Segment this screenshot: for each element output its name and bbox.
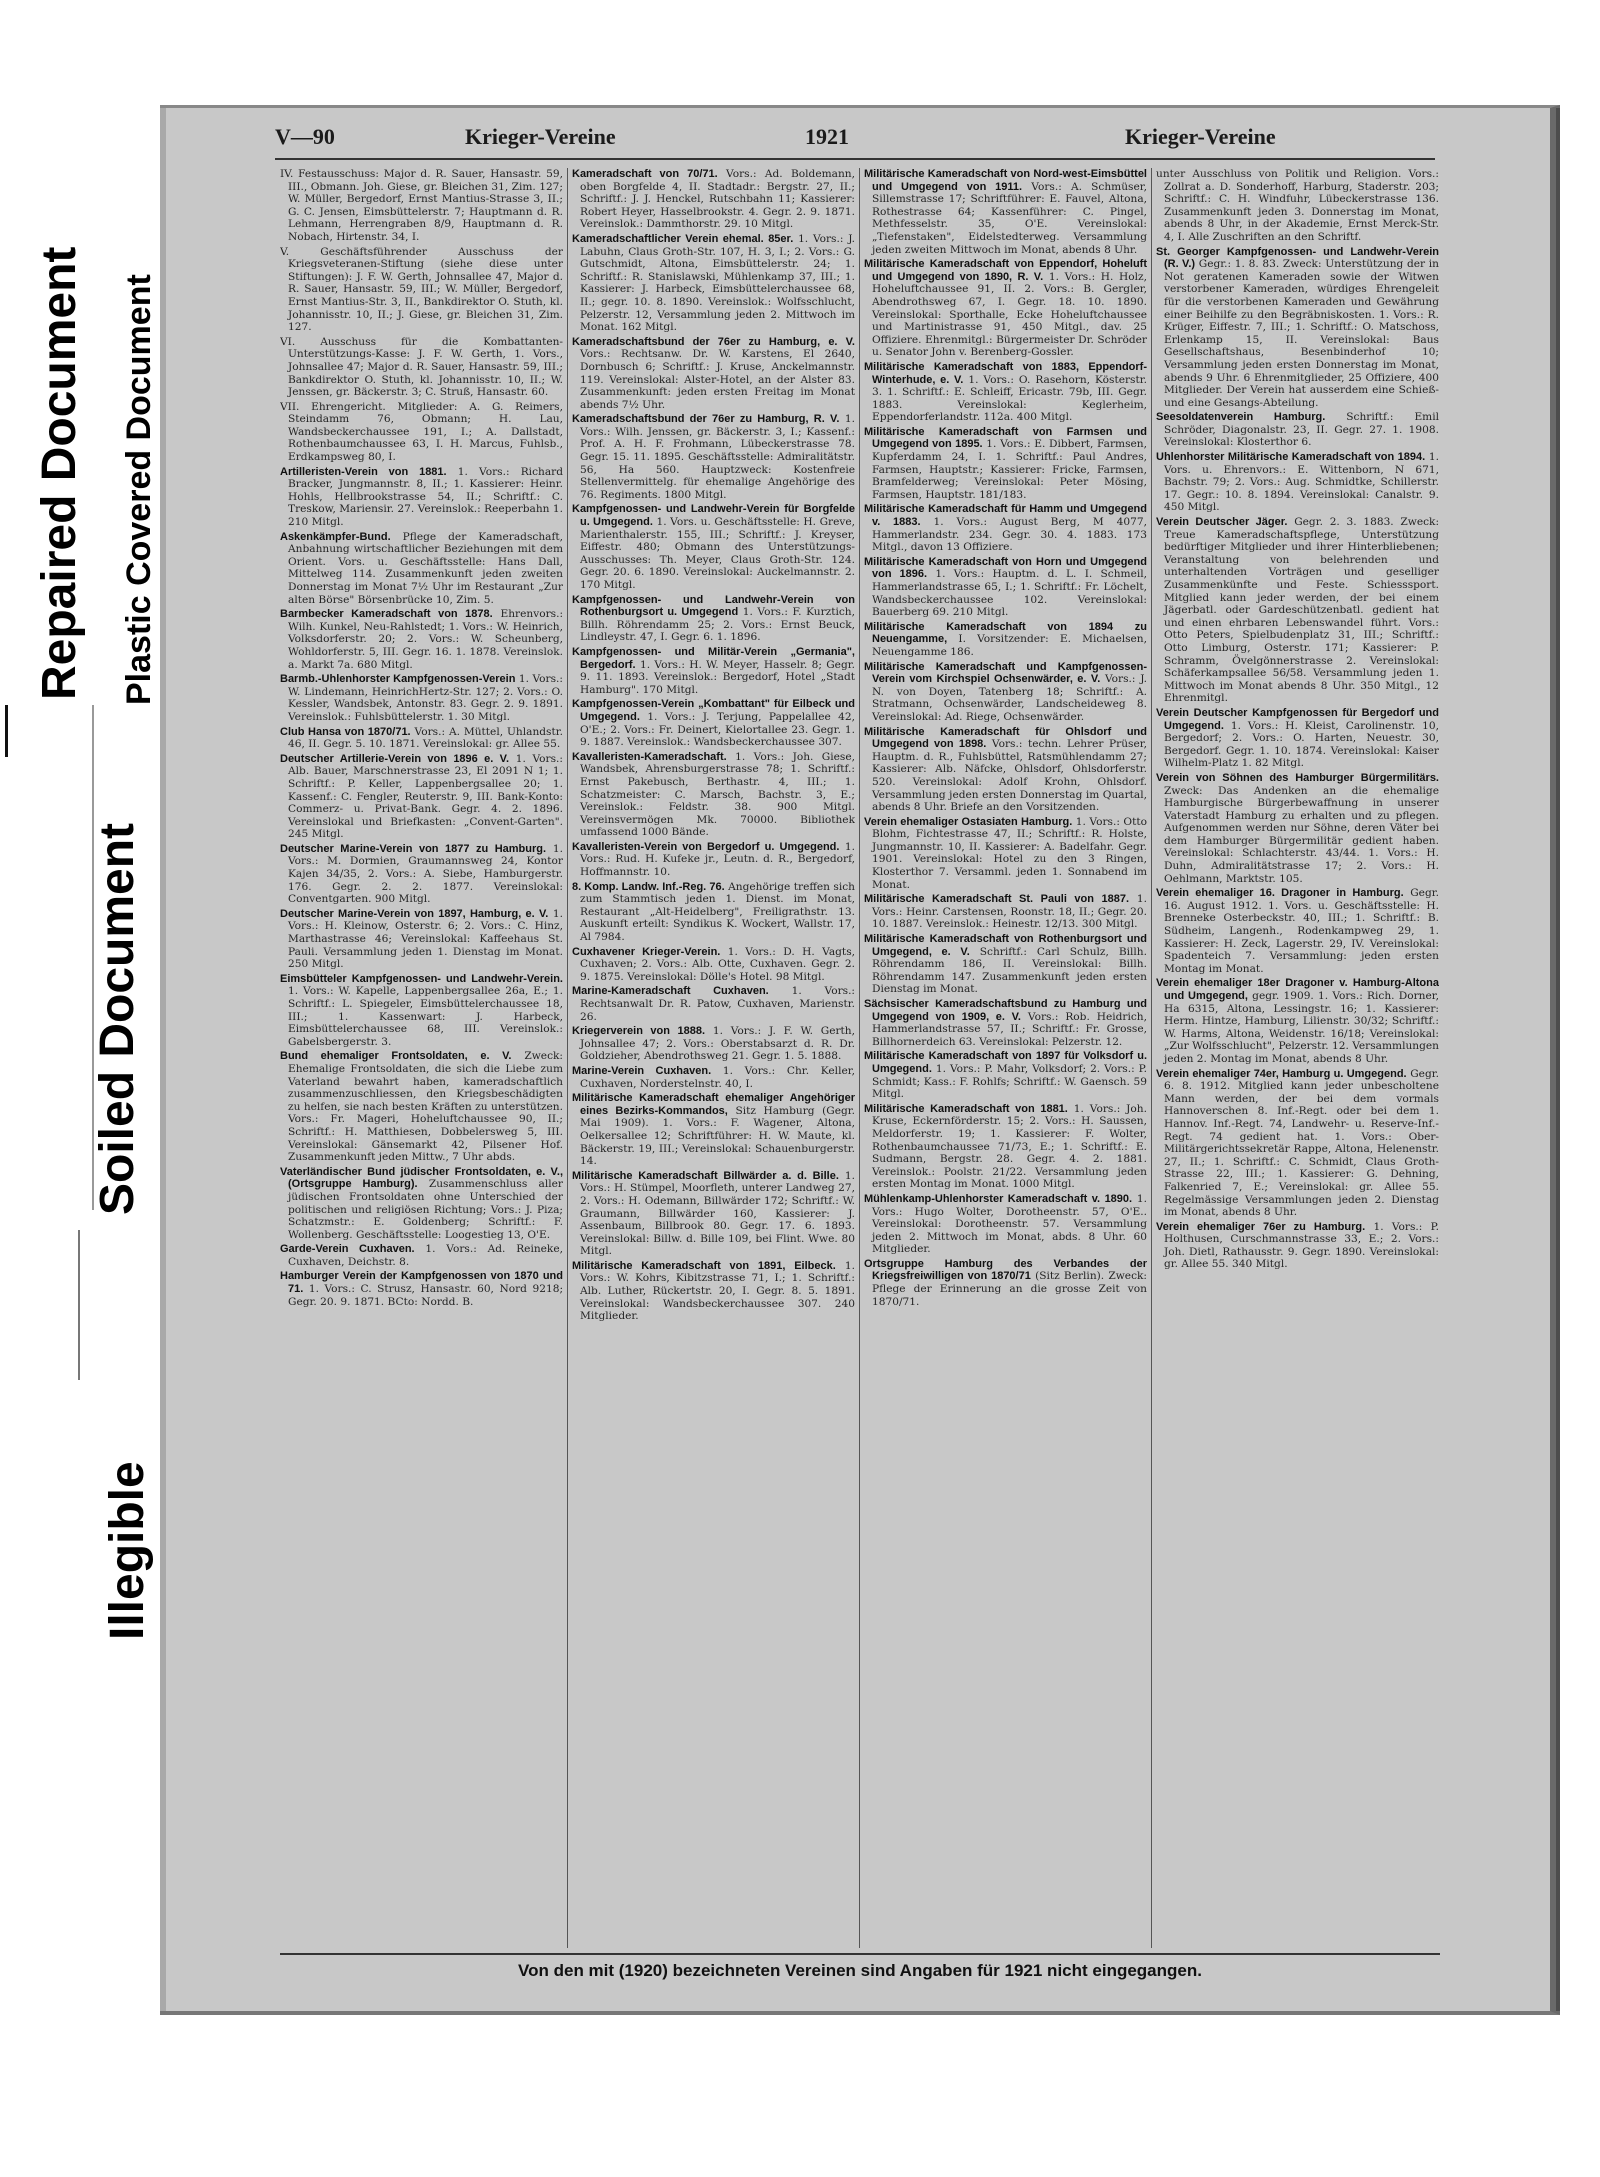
repaired-document-label: Repaired Document (33, 246, 86, 700)
entry-heading: Verein von Söhnen des Hamburger Bürgermilitärs. (1156, 771, 1439, 784)
entry-heading: Kavalleristen-Verein von Bergedorf u. Umgegend. (572, 840, 840, 853)
entry-heading: Militärische Kameradschaft von Eppendorf, Hoheluft und Umgegend von 1890, R. V. (864, 258, 1147, 283)
directory-entry (864, 933, 1147, 996)
entry-text: VI. Ausschuss für die Kombattanten-Unterstützungs-Kasse: J. F. W. Gerth, 1. Vors., Johnsallee 47; Major d. R. Sauer, Hansastr. 59, III.; Bankdirektor O. Stuth, kl. Johannisstr. 10, II.; W. Jenssen, gr. Bäckerstr. 3; C. Struß, Hansastr. 60. (280, 335, 563, 399)
entry-text: 1. Vors.: Joh. Kruse, Eckernförderstr. 15; 2. Vors.: H. Saussen, Meldorferstr. 19; 1. Kassierer: F. Wolter, Rothenbaumchaussee 71/73, E.; 1. Schriftf.: E. Sudmann, Bergstr. 28. Gegr. 4. 2. 1881. Vereinslok.: Poolstr. 21/22. Versammlung jeden ersten Montag im Monat. 1000 Mitgl. (872, 1102, 1147, 1191)
entry-heading: Militärische Kameradschaft von 1891, Eilbeck. (572, 1259, 836, 1272)
entry-text: Gegr. 2. 3. 1883. Zweck: Treue Kameradschaftspflege, Unterstützung bedürftiger Mitglieder und ihrer Hinterbliebenen; Veranstaltung von belehrenden und unterhaltenden Vorträgen und geselliger Zusammenkünfte und Feste. Schiesssport. Mitglied kann jeder werden, der bei einem Jägerbatl. oder Gardeschützenbatl. gedient hat und einen ehrbaren Lebenswandel führt. Vors.: Otto Peters, Spielbudenplatz 31, III.; Schriftf.: Otto Limburg, Osterstr. 171; Kassierer: P. Schramm, Övelgönnerstrasse 2. Vereinslokal: Schäferkampsallee 56/58. Versammlung jeden 1. Mittwoch im Monat abends 8 Uhr. 350 Mitgl., 12 Ehrenmitgl. (1164, 516, 1439, 705)
page-header (275, 118, 1435, 160)
illegible-label: Illegible (101, 1461, 154, 1640)
directory-entry (1156, 977, 1439, 1065)
directory-entry (864, 361, 1147, 424)
entry-heading: Hamburger Verein der Kampfgenossen von 1870 und 71. (280, 1270, 563, 1296)
entry-heading: Mühlenkamp-Uhlenhorster Kameradschaft v. 1890. (864, 1192, 1133, 1205)
entry-heading: Verein ehemaliger Ostasiaten Hamburg. (864, 815, 1073, 828)
entry-heading: Kampfgenossen- und Landwehr-Verein von Rothenburgsort u. Umgegend (572, 593, 855, 619)
entry-heading: Deutscher Artillerie-Verein von 1896 e. V. (280, 752, 510, 765)
entry-text: 1. Vors. u. Geschäftsstelle: H. Greve, Marienthalerstr. 155, III.; Schriftf.: J. Kreyser, Eiffestr. 480; Obmann des Unterstützungs-Ausschusses: Th. Meyer, Claus Groth-Str. 124. Gegr. 20. 6. 1890. Vereinslokal: Auckelmannstr. 2. 170 Mitgl. (580, 516, 855, 591)
directory-entry (280, 401, 563, 464)
entry-heading: Ortsgruppe Hamburg des Verbandes der Kriegsfreiwilligen von 1870/71 (864, 1257, 1147, 1283)
entry-text: Vors.: Ad. Boldemann, oben Borgfelde 4, II. Stadtadr.: Bergstr. 27, II.; Schriftf.: J. J. Henckel, Rutschbahn 11; Kassierer: Robert Heyer, Hasselbrookstr. 4. Gegr. 2. 9. 1871. Vereinslok.: Dammthorstr. 29. 10 Mitgl. (580, 168, 855, 231)
entry-text: 1. Vors.: Joh. Giese, Wandsbek, Ahrensburgerstrasse 78; 1. Schriftf.: Ernst Pakebusch, Berthastr. 4, III.; 1. Schatzmeister: C. Marsch, Bachstr. 3, E.; Vereinslok.: Feldstr. 38. 900 Mitgl. Vereinsvermögen Mk. 70000. Bibliothek umfassend 1000 Bände. (580, 750, 855, 839)
entry-text: Vors.: Rechtsanw. Dr. W. Karstens, El 2640, Dornbusch 6; Schriftf.: J. Kruse, Anckelmannstr. 119. Vereinslokal: Alster-Hotel, an der Alster 83. Zusammenkunft: jeden ersten Freitag im Monat abends 7½ Uhr. (580, 348, 855, 411)
directory-entry (864, 1193, 1147, 1256)
footer-note: Von den mit (1920) bezeichneten Vereinen sind Angaben für 1921 nicht eingegangen. (280, 1953, 1440, 1981)
entry-heading: Militärische Kameradschaft von Rothenburgsort und Umgegend, e. V. (864, 933, 1147, 958)
directory-entry (572, 1065, 855, 1090)
entry-heading: Artilleristen-Verein von 1881. (280, 465, 447, 478)
entry-heading: Eimsbütteler Kampfgenossen- und Landwehr-Verein. (280, 972, 563, 985)
entry-text: 1. Vors.: Hauptm. d. L. I. Schmeil, Hammerlandstrasse 65, I.; 1. Schriftf.: Fr. Löchelt, Wandsbeckerchaussee 102. Vereinslokal: Bauerberg 69. 210 Mitgl. (872, 568, 1147, 619)
directory-entry (572, 1092, 855, 1168)
directory-entry (864, 503, 1147, 553)
entry-text: 1. Vors. u. Ehrenvors.: E. Wittenborn, N 671, Bachstr. 79; 2. Vors.: Aug. Schmidtke, Schillerstr. 17. Gegr.: 10. 8. 1894. Vereinslokal: Canalstr. 9. 450 Mitgl. (1164, 451, 1439, 514)
directory-entry (864, 998, 1147, 1048)
entry-text: V. Geschäftsführender Ausschuss der Kriegsveteranen-Stiftung (siehe diese unter Stiftungen): J. F. W. Gerth, Johnsallee 47, Major d. R. Sauer, Hansastr. 59, III.; W. Müller, Bergedorf, Ernst Mantius-Str. 3, II., Bankdirektor O. Stuth, kl. Johannisstr. 10, II.; J. Giese, gr. Bleichen 31, Zim. 127. (280, 245, 563, 334)
column-rule (859, 168, 860, 1948)
entry-text: 1. Vors.: O. Rasehorn, Kösterstr. 3. 1. Schriftf.: E. Schleiff, Ericastr. 79b, III. Gegr. 1883. Vereinslokal: Keglerheim, Eppendorferlandstr. 112a. 400 Mitgl. (872, 373, 1147, 424)
entry-heading: Vaterländischer Bund jüdischer Frontsoldaten, e. V., (Ortsgruppe Hamburg). (280, 1165, 563, 1191)
entry-heading: Kriegerverein von 1888. (572, 1025, 706, 1038)
directory-entry (1156, 1068, 1439, 1219)
directory-entry (864, 621, 1147, 659)
entry-heading: Uhlenhorster Militärische Kameradschaft von 1894. (1156, 451, 1426, 464)
side-labels (0, 0, 165, 2177)
entry-heading: 8. Komp. Landw. Inf.-Reg. 76. (572, 880, 725, 893)
entry-text: IV. Festausschuss: Major d. R. Sauer, Hansastr. 59, III., Obmann. Joh. Giese, gr. Bleichen 31, Zim. 127; W. Müller, Bergedorf, Ernst Mantius-Strasse 3, II.; G. C. Jensen, Eimsbüttelerstr. 7; Hauptmann d. R. Lehmann, Herrengraben 8/9, Hauptmann d. R. Nobach, Hirtenstr. 34, I. (280, 168, 563, 243)
entry-heading: Deutscher Marine-Verein von 1877 zu Hamburg. (280, 842, 547, 855)
divider-line (5, 705, 8, 757)
directory-entry (572, 1260, 855, 1323)
entry-text: Sitz Hamburg (Gegr. Mai 1909). 1. Vors.: F. Wagener, Altona, Oelkersallee 12; Schriftführer: H. W. Maute, kl. Bäckerstr. 19, III.; Vereinslokal: Schauenburgerstr. 14. (580, 1104, 855, 1168)
entry-heading: Barmbecker Kameradschaft von 1878. (280, 608, 493, 621)
entry-heading: Verein ehemaliger 76er zu Hamburg. (1156, 1220, 1366, 1233)
directory-entry (1156, 516, 1439, 705)
page-edge (160, 108, 166, 2011)
directory-entry (572, 881, 855, 944)
entry-text: 1. Vors.: Rechtsanwalt Dr. R. Patow, Cuxhaven, Marienstr. 26. (580, 985, 855, 1023)
directory-entry (280, 753, 563, 841)
directory-entry (1156, 887, 1439, 975)
directory-entry (1156, 772, 1439, 885)
entry-heading: Militärische Kameradschaft von Nord-west-Eimsbüttel und Umgegend von 1911. (864, 168, 1147, 193)
entry-text: 1. Vors.: Heinr. Carstensen, Roonstr. 18, II.; Gegr. 20. 10. 1887. Vereinslok.: Heinestr. 12/13. 300 Mitgl. (872, 893, 1147, 931)
entry-text: 1. Vors.: M. Dormien, Graumannsweg 24, Kontor Kajen 34/35, 2. Vors.: A. Siebe, Hamburgerstr. 176. Gegr. 2. 2. 1877. Vereinslokal: Conventgarten. 900 Mitgl. (288, 842, 563, 906)
directory-entry (1156, 246, 1439, 410)
entry-heading: Militärische Kameradschaft von 1881. (864, 1102, 1068, 1115)
entry-text: unter Ausschluss von Politik und Religion. Vors.: Zollrat a. D. Sonderhoff, Harburg, Staderstr. 203; Schriftf.: C. H. Windfuhr, Lübeckerstrasse 136. Zusammenkunft jeden 3. Donnerstag im Monat, abends 8 Uhr, in der Akademie, Ernst Merck-Str. 4, I. Alle Zuschriften an den Schriftf. (1156, 168, 1439, 243)
entry-text: 1. Vors.: P. Mahr, Volksdorf; 2. Vors.: P. Schmidt; Kass.: F. Rohlfs; Schriftf.: W. Gaensch. 59 Mitgl. (872, 1062, 1147, 1101)
text-column-4 (1156, 168, 1439, 1948)
directory-entry (572, 841, 855, 879)
entry-text: Vors.: A. Müttel, Uhlandstr. 46, II. Gegr. 5. 10. 1871. Vereinslokal: gr. Allee 55. (288, 725, 563, 751)
entry-text: Angehörige treffen sich zum Stammtisch jeden 1. Dienst. im Monat, Restaurant „Alt-Heidelberg", Freiligrathstr. 13. Auskunft erteilt: Syndikus K. Wockert, Wallstr. 17, Al 7984. (580, 880, 855, 944)
entry-text: 1. Vors.: W. Kohrs, Kibitzstrasse 71, I.; 1. Schriftf.: Alb. Luther, Rückertstr. 20, I. Gegr. 8. 5. 1891. Vereinslokal: Wandsbeckerchaussee 307. 240 Mitglieder. (580, 1259, 855, 1323)
entry-heading: Garde-Verein Cuxhaven. (280, 1243, 415, 1256)
entry-text: Vors.: J. N. von Doyen, Tatenberg 18; Schriftf.: A. Stratmann, Ochsenwärder, Landscheideweg 8. Vereinslokal: Ad. Riege, Ochsenwärder. (872, 673, 1147, 723)
directory-entry (572, 698, 855, 748)
directory-entry (864, 556, 1147, 619)
directory-entry (280, 1270, 563, 1308)
entry-heading: Sächsischer Kameradschaftsbund zu Hamburg und Umgegend von 1909, e. V. (864, 998, 1147, 1023)
directory-entry (864, 1050, 1147, 1100)
directory-entry (280, 1050, 563, 1163)
entry-text: gegr. 1909. 1. Vors.: Rich. Dorner, Ha 6315, Altona, Lessingstr. 16; 1. Kassierer: Herm. Hintze, Hamburg, Lilienstr. 30/32; Schriftf.: W. Harms, Altona, Weidenstr. 16/18; Vereinslokal: „Zur Wolfsschlucht", Pelzerstr. 12. Versammlungen jeden 2. Montag im Monat, abends 8 Uhr. (1164, 990, 1439, 1065)
directory-entry (280, 168, 563, 244)
directory-entry (280, 726, 563, 751)
directory-entry (280, 336, 563, 399)
directory-entry (280, 466, 563, 529)
entry-text: 1. Vors.: Wilh. Jenssen, gr. Bäckerstr. 3, I.; Kassenf.: Prof. A. H. F. Frohmann, Lübeckerstrasse 78. Gegr. 15. 11. 1895. Geschäftsstelle: Admiralitätstr. 56, Ha 560. Hauptzweck: Kostenfreie Stellenvermittelg. für ehemalige Angehörige des 76. Regiments. 1800 Mitgl. (580, 413, 855, 501)
entry-heading: Marine-Kameradschaft Cuxhaven. (572, 985, 769, 998)
entry-heading: Kameradschaftsbund der 76er zu Hamburg, e. V. (572, 335, 855, 348)
directory-entry (864, 661, 1147, 724)
entry-text: 1. Vors.: J. F. W. Gerth, Johnsallee 47; 2. Vors.: Oberstabsarzt d. R. Dr. Goldzieher, Abendrothsweg 21. Gegr. 1. 5. 1888. (580, 1025, 855, 1063)
entry-text: 1. Vors.: J. Terjung, Pappelallee 42, O'E.; 2. Vors.: Fr. Deinert, Kielortallee 23. Gegr. 1. 9. 1887. Vereinslok.: Wandsbeckerchaussee 307. (580, 710, 855, 749)
directory-entry (864, 258, 1147, 359)
directory-entry (572, 413, 855, 501)
directory-entry (280, 246, 563, 334)
entry-heading: Militärische Kameradschaft Billwärder a. d. Bille. (572, 1169, 839, 1182)
text-column-1 (280, 168, 563, 1948)
column-rule (567, 168, 568, 1948)
entry-heading: Bund ehemaliger Frontsoldaten, e. V. (280, 1050, 512, 1063)
entry-text: 1. Vors.: H. Holz, Hoheluftchaussee 91, II. 2. Vors.: B. Gergler, Abendrothsweg 67, I. Gegr. 18. 10. 1890. Vereinslokal: Sporthalle, Ecke Hoheluftchaussee und Martinistrasse 91, 450 Mitgl., dav. 25 Offiziere. Ehrenmitgl.: Bürgermeister Dr. Schröder u. Senator John v. Berenberg-Gossler. (872, 270, 1147, 359)
text-column-2 (572, 168, 855, 1948)
entry-heading: Kameradschaft von 70/71. (572, 168, 718, 180)
entry-text: 1. Vors.: Richard Bracker, Jungmannstr. 8, II.; 1. Kassierer: Heinr. Hohls, Hellbrookstrasse 54, II.; Schriftf.: C. Treskow, Mariensir. 27. Vereinslok.: Reeperbahn 1. 210 Mitgl. (288, 465, 563, 529)
entry-heading: Club Hansa von 1870/71. (280, 725, 411, 738)
entry-text: Schriftf.: Emil Schröder, Diagonalstr. 23, II. Gegr. 27. 1. 1908. Vereinslokal: Klosterthor 6. (1164, 411, 1439, 449)
entry-text: Pflege der Kameradschaft, Anbahnung wirtschaftlicher Beziehungen mit dem Orient. Vors. u. Geschäftsstelle: Hans Dall, Mittelweg 114. Zusammenkunft jeden zweiten Donnerstag im Monat 7½ Uhr im Restaurant „Zur alten Börse" Börsenbrücke 10, Zim. 5. (288, 530, 563, 606)
entry-text: 1. Vors.: August Berg, M 4077, Hammerlandstr. 234. Gegr. 30. 4. 1883. 173 Mitgl., davon 13 Offiziere. (872, 516, 1147, 554)
directory-entry (280, 608, 563, 671)
entry-text: 1. Vors.: H. Stümpel, Moorfleth, unterer Landweg 27, 2. Vors.: H. Odemann, Billwärder 172; Schriftf.: W. Graumann, Billwärder 160, Kassierer: J. Assenbaum, Billbrook 80. Gegr. 17. 6. 1893. Vereinslokal: Billw. d. Bille 109, bei Flint. Wwe. 80 Mitgl. (580, 1169, 855, 1258)
plastic-covered-label: Plastic Covered Document (120, 274, 158, 705)
entry-heading: Seesoldatenverein Hamburg. (1156, 411, 1326, 424)
entry-text: 1. Vors.: Hugo Wolter, Dorotheenstr. 57, O'E.. Vereinslokal: Dorotheenstr. 57. Versammlung jeden 2. Mittwoch im Monat, abds. 8 Uhr. 60 Mitglieder. (872, 1192, 1147, 1256)
entry-heading: Kampfgenossen-Verein „Kombattant" für Eilbeck und Umgegend. (572, 698, 855, 723)
entry-text: 1. Vors.: Otto Blohm, Fichtestrasse 47, II.; Schriftf.: R. Holste, Jungmannstr. 10, II. Kassierer: A. Badelfahr. Gegr. 1901. Vereinslokal: Hotel zu den 3 Ringen, Klosterthor 7. Versamml. jeden 1. Sonnabend im Monat. (872, 815, 1147, 891)
entry-text: (Sitz Berlin). Zweck: Pflege der Erinnerung an die grosse Zeit von 1870/71. (872, 1270, 1147, 1308)
directory-entry (280, 843, 563, 906)
column-rule (1151, 168, 1152, 1948)
entry-text: Ehrenvors.: Wilh. Kunkel, Neu-Rahlstedt; 1. Vors.: W. Heinrich, Volksdorferstr. 20; 2. Vors.: W. Scheunberg, Wohldorferstr. 5, III. Gegr. 16. 1. 1878. Vereinslok. a. Markt 7a. 680 Mitgl. (288, 608, 563, 671)
entry-text: 1. Vors.: P. Holthusen, Curschmannstrasse 33, E.; 2. Vors.: Joh. Dietl, Rathausstr. 9. Gegr. 1890. Vereinslokal: gr. Allee 55. 340 Mitgl. (1164, 1220, 1439, 1271)
directory-entry (864, 893, 1147, 931)
directory-entry (1156, 451, 1439, 514)
entry-text: 1. Vors.: W. Lindemann, HeinrichHertz-Str. 127; 2. Vors.: O. Kessler, Wandsbek, Antonstr. 83. Gegr. 2. 9. 1891. Vereinslok.: Fuhlsbüttelerstr. 1. 30 Mitgl. (288, 673, 563, 723)
directory-entry (572, 1025, 855, 1063)
entry-heading: Militärische Kameradschaft von 1894 zu Neuengamme, (864, 620, 1147, 646)
entry-heading: Askenkämpfer-Bund. (280, 530, 391, 543)
entry-text: Gegr.: 1. 8. 83. Zweck: Unterstützung der in Not geratenen Kameraden sowie der Witwen verstorbener Kameraden, würdiges Ehrengeleit für die verstorbenen Kameraden und Gewährung einer Beihilfe zu den Begräbniskosten. 1. Vors.: R. Krüger, Eiffestr. 7, III.; 1. Schriftf.: O. Matschoss, Erlenkamp 15, II. Vereinslokal: Baus Gesellschaftshaus, Besenbinderhof 10; Versammlung jeden ersten Donnerstag im Monat, abends 9 Uhr. 6 Ehrenmitglieder, 25 Offiziere, 400 Mitglieder. Der Verein hat ausserdem eine Schieß- und eine Gesangs-Abteilung. (1164, 258, 1439, 409)
directory-entry (1156, 168, 1439, 244)
directory-entry (864, 1103, 1147, 1191)
entry-text: 1. Vors.: W. Kapelle, Lappenbergsallee 26a, E.; 1. Schriftf.: L. Spiegeler, Eimsbüttelerchaussee 18, III.; 1. Kassenwart: J. Harbeck, Eimsbüttelerchaussee 68, III. Vereinslok.: Gabelsbergerstr. 3. (288, 985, 563, 1048)
entry-text: 1. Vors.: C. Strusz, Hansastr. 60, Nord 9218; Gegr. 20. 9. 1871. BCto: Nordd. B. (288, 1283, 563, 1308)
entry-text: 1. Vors.: D. H. Vagts, Cuxhaven; 2. Vors.: Alb. Otte, Cuxhaven. Gegr. 2. 9. 1875. Vereinslokal: Dölle's Hotel. 98 Mitgl. (580, 945, 855, 983)
directory-entry (280, 531, 563, 607)
entry-heading: Kampfgenossen- und Militär-Verein „Germania", Bergedorf. (572, 645, 855, 671)
directory-entry (572, 946, 855, 984)
entry-text: Vors.: techn. Lehrer Prüser, Hauptm. d. R., Fuhlsbüttel, Ratsmühlendamm 27; Kassierer: Alb. Näfcke, Ohlsdorf, Ohlsdorferstr. 520. Vereinslokal: Adolf Krohn, Ohlsdorf. Versammlung jeden ersten Donnerstag im Quartal, abends 8 Uhr. Briefe an den Vorsitzenden. (872, 738, 1147, 814)
soiled-document-label: Soiled Document (91, 822, 144, 1215)
entry-heading: Barmb.-Uhlenhorster Kampfgenossen-Verein (280, 673, 516, 686)
directory-entry (572, 168, 855, 231)
directory-entry (1156, 707, 1439, 770)
entry-heading: Cuxhavener Krieger-Verein. (572, 945, 721, 958)
entry-heading: Militärische Kameradschaft von Farmsen und Umgegend von 1895. (864, 425, 1147, 451)
entry-text: Vors.: A. Schmüser, Sillemstrasse 17; Schriftführer: E. Fauvel, Altona, Rothestrasse 64; Kassenführer: C. Pingel, Methfesselstr. 35, O'E. Vereinslokal: „Tiefenstaken", Eidelstedterweg. Versammlung jeden zweiten Mittwoch im Monat, abends 8 Uhr. (872, 180, 1147, 256)
directory-entry (864, 1258, 1147, 1308)
entry-heading: Militärische Kameradschaft von 1897 für Volksdorf u. Umgegend. (864, 1050, 1147, 1075)
entry-text: Zusammenschluss aller jüdischen Frontsoldaten ohne Unterschied der politischen und religiösen Richtung; Vors.: J. Piza; Schatzmstr.: E. Goldenberg; Schriftf.: F. Wollenberg. Geschäftsstelle: Loogestieg 13, O'E. (288, 1178, 563, 1241)
entry-text: 1. Vors.: Chr. Keller, Cuxhaven, Norderstelnstr. 40, I. (580, 1064, 855, 1090)
entry-text: 1. Vors.: E. Dibbert, Farmsen, Kupferdamm 24, I. 1. Schriftf.: Paul Andres, Farmsen, Hauptstr.; Kassierer: Fricke, Farmsen, Bramfelderweg; Vereinslokal: Peter Mösing, Farmsen, Hauptstr. 181/183. (872, 438, 1147, 501)
directory-entry (572, 503, 855, 591)
entry-heading: Militärische Kameradschaft und Kampfgenossen-Verein vom Kirchspiel Ochsenwärder, e. V. (864, 660, 1147, 686)
entry-heading: St. Georger Kampfgenossen- und Landwehr-Verein (R. V.) (1156, 245, 1439, 271)
page-shadow (1556, 108, 1560, 2011)
entry-heading: Militärische Kameradschaft für Hamm und Umgegend v. 1883. (864, 503, 1147, 529)
entry-heading: Marine-Verein Cuxhaven. (572, 1064, 712, 1077)
entry-heading: Verein ehemaliger 74er, Hamburg u. Umgegend. (1156, 1067, 1407, 1080)
entry-heading: Verein ehemaliger 18er Dragoner v. Hamburg-Altona und Umgegend, (1156, 977, 1439, 1002)
entry-heading: Deutscher Marine-Verein von 1897, Hamburg, e. V. (280, 907, 549, 920)
running-title-right: Krieger-Vereine (1125, 124, 1276, 149)
entry-heading: Verein ehemaliger 16. Dragoner in Hamburg. (1156, 887, 1404, 900)
running-title-left: Krieger-Vereine (465, 124, 616, 149)
entry-text: 1. Vors.: H. W. Meyer, Hasselr. 8; Gegr. 9. 11. 1893. Vereinslok.: Bergedorf, Hotel „Stadt Hamburg". 170 Mitgl. (580, 658, 855, 696)
directory-entry (864, 816, 1147, 892)
divider-line (78, 1230, 80, 1380)
directory-entry (280, 973, 563, 1049)
directory-entry (864, 726, 1147, 814)
entry-heading: Verein Deutscher Kampfgenossen für Bergedorf und Umgegend. (1156, 706, 1439, 732)
directory-entry (572, 1170, 855, 1258)
directory-entry (280, 908, 563, 971)
directory-entry (864, 426, 1147, 502)
directory-entry (572, 233, 855, 334)
entry-text: Zweck: Das Andenken an die ehemalige Hamburgische Bürgerbewaffnung in unserer Vaterstadt Hamburg zu erhalten und zu pflegen. Aufgenommen werden nur Söhne, deren Väter bei dem Hamburger Bürgermilitär gedient haben. Vereinslokal: Schlachterstr. 43/44. 1. Vors.: H. Duhn, Admiralitätstrasse 17; 2. Vors.: H. Oehlmann, Marktstr. 105. (1164, 784, 1439, 885)
entry-heading: Militärische Kameradschaft ehemaliger Angehöriger eines Bezirks-Kommandos, (572, 1092, 855, 1117)
entry-heading: Kameradschaftlicher Verein ehemal. 85er. (572, 232, 794, 245)
entry-text: 1. Vors.: H. Kleinow, Osterstr. 6; 2. Vors.: C. Hinz, Marthastrasse 46; Vereinslokal: Kaffeehaus St. Pauli. Versammlung jeden 1. Dienstag im Monat. 250 Mitgl. (288, 907, 563, 971)
entry-text: Zweck: Ehemalige Frontsoldaten, die sich die Liebe zum Vaterland bewahrt haben, kameradschaftlich zusammenzuschliessen, den Kriegsbeschädigten zu helfen, sie nach besten Kräften zu unterstützen. Vors.: Fr. Mageri, Hoheluftchaussee 90, II.; Schriftf.: H. Matthiesen, Dobbelersweg 5, III. Vereinslokal: Gänsemarkt 42, Pilsener Hof. Zusammenkunft jeden Mittw., 7 Uhr abds. (288, 1050, 563, 1164)
directory-entry (864, 168, 1147, 256)
directory-entry (1156, 1221, 1439, 1271)
directory-entry (280, 1243, 563, 1268)
page-reference: V—90 (275, 124, 335, 149)
entry-text: Schriftf.: Carl Schulz, Billh. Röhrendamm 186, II. Vereinslokal: Billh. Röhrendamm 147. Zusammenkunft jeden ersten Dienstag im Monat. (872, 945, 1147, 996)
entry-heading: Militärische Kameradschaft von Horn und Umgegend von 1896. (864, 555, 1147, 581)
entry-text: 1. Vors.: F. Kurztich, Billh. Röhrendamm 25; 2. Vors.: Ernst Beuck, Lindleystr. 47, I. Gegr. 6. 1. 1896. (580, 606, 855, 644)
directory-entry (1156, 411, 1439, 449)
entry-heading: Militärische Kameradschaft von 1883, Eppendorf-Winterhude, e. V. (864, 360, 1147, 386)
directory-entry (572, 751, 855, 839)
entry-text: VII. Ehrengericht. Mitglieder: A. G. Reimers, Steindamm 76, Obmann; H. Lau, Wandsbeckerchaussee 191, I.; A. Dallstadt, Rothenbaumchaussee 63, I. H. Marcus, Fuhlsb., Erdkampsweg 80, I. (280, 400, 563, 464)
entry-heading: Kameradschaftsbund der 76er zu Hamburg, R. V. (572, 413, 840, 426)
entry-text: 1. Vors.: H. Kleist, Carolinenstr. 10, Bergedorf; 2. Vors.: O. Harten, Neuestr. 30, Bergedorf. Gegr. 1. 10. 1874. Vereinslokal: Kaiser Wilhelm-Platz 1. 82 Mitgl. (1164, 719, 1439, 770)
entry-text: 1. Vors.: J. Labuhn, Claus Groth-Str. 107, H. 3, I.; 2. Vors.: G. Gutschmidt, Altona, Eimsbüttelerstr. 24; 1. Schriftf.: R. Stanislawski, Mühlenkamp 37, III.; 1. Kassierer: J. Harbeck, Eimsbüttelerchaussee 68, II.; gegr. 10. 8. 1890. Vereinslok.: Wolfsschlucht, Pelzerstr. 12, Versammlung jeden 2. Mittwoch im Monat. 162 Mitgl. (580, 232, 855, 334)
directory-entry (572, 594, 855, 644)
directory-entry (280, 673, 563, 723)
entry-heading: Militärische Kameradschaft für Ohlsdorf und Umgegend von 1898. (864, 725, 1147, 751)
entry-text: 1. Vors.: Ad. Reineke, Cuxhaven, Deichstr. 8. (288, 1243, 563, 1268)
directory-entry (280, 1166, 563, 1242)
entry-text: Gegr. 16. August 1912. 1. Vors. u. Geschäftsstelle: H. Brenneke Osterbeckstr. 40, III.; 1. Schriftf.: B. Südheim, Langenh., Rodenkampweg 29, 1. Kassierer: H. Zeck, Lagerstr. 29, IV. Vereinslokal: Spadenteich 7. Versammlung: jeden ersten Montag im Monat. (1164, 887, 1439, 975)
entry-text: Vors.: Rob. Heidrich, Hammerlandstrasse 57, II.; Schriftf.: Fr. Grosse, Billhornerdeich 63. Vereinslokal: Pelzerstr. 12. (872, 1010, 1147, 1048)
entry-heading: Militärische Kameradschaft St. Pauli von 1887. (864, 893, 1130, 906)
scanned-page (160, 105, 1560, 2015)
entry-heading: Kavalleristen-Kameradschaft. (572, 750, 727, 763)
directory-entry (572, 646, 855, 696)
directory-entry (572, 985, 855, 1023)
entry-text: 1. Vors.: Rud. H. Kufeke jr., Leutn. d. R., Bergedorf, Hoffmannstr. 10. (580, 840, 855, 879)
entry-heading: Kampfgenossen- und Landwehr-Verein für Borgfelde u. Umgegend. (572, 503, 855, 529)
entry-text: I. Vorsitzender: E. Michaelsen, Neuengamme 186. (872, 633, 1147, 658)
directory-entry (572, 336, 855, 412)
entry-heading: Verein Deutscher Jäger. (1156, 516, 1288, 529)
text-column-3 (864, 168, 1147, 1948)
entry-text: 1. Vors.: Alb. Bauer, Marschnerstrasse 23, El 2091 N 1; 1. Schriftf.: P. Keller, Lappenbergsallee 20; 1. Kassenf.: C. Fengler, Reuterstr. 9, III. Bank-Konto: Commerz- u. Privat-Bank. Gegr. 4. 2. 1896. Vereinslokal und Briefkasten: „Convent-Garten". 245 Mitgl. (288, 752, 563, 841)
entry-text: Gegr. 6. 8. 1912. Mitglied kann jeder unbescholtene Mann werden, der bei dem vormals Hannoverschen 8. Inf.-Regt. oder bei dem 1. Hannov. Inf.-Regt. 74, Landwehr- u. Reserve-Inf.-Regt. 74 gedient hat. 1. Vors.: Ober-Militärgerichtssekretär Rappe, Altona, Helenenstr. 27, II.; 1. Schriftf.: C. Schmidt, Claus Groth-Strasse 22, III.; 1. Kassierer: G. Dehning, Falkenried 7, E.; Vereinslokal: gr. Allee 55. Regelmässige Versammlungen jeden 2. Dienstag im Monat, abends 8 Uhr. (1164, 1067, 1439, 1219)
year-heading: 1921 (805, 124, 849, 149)
